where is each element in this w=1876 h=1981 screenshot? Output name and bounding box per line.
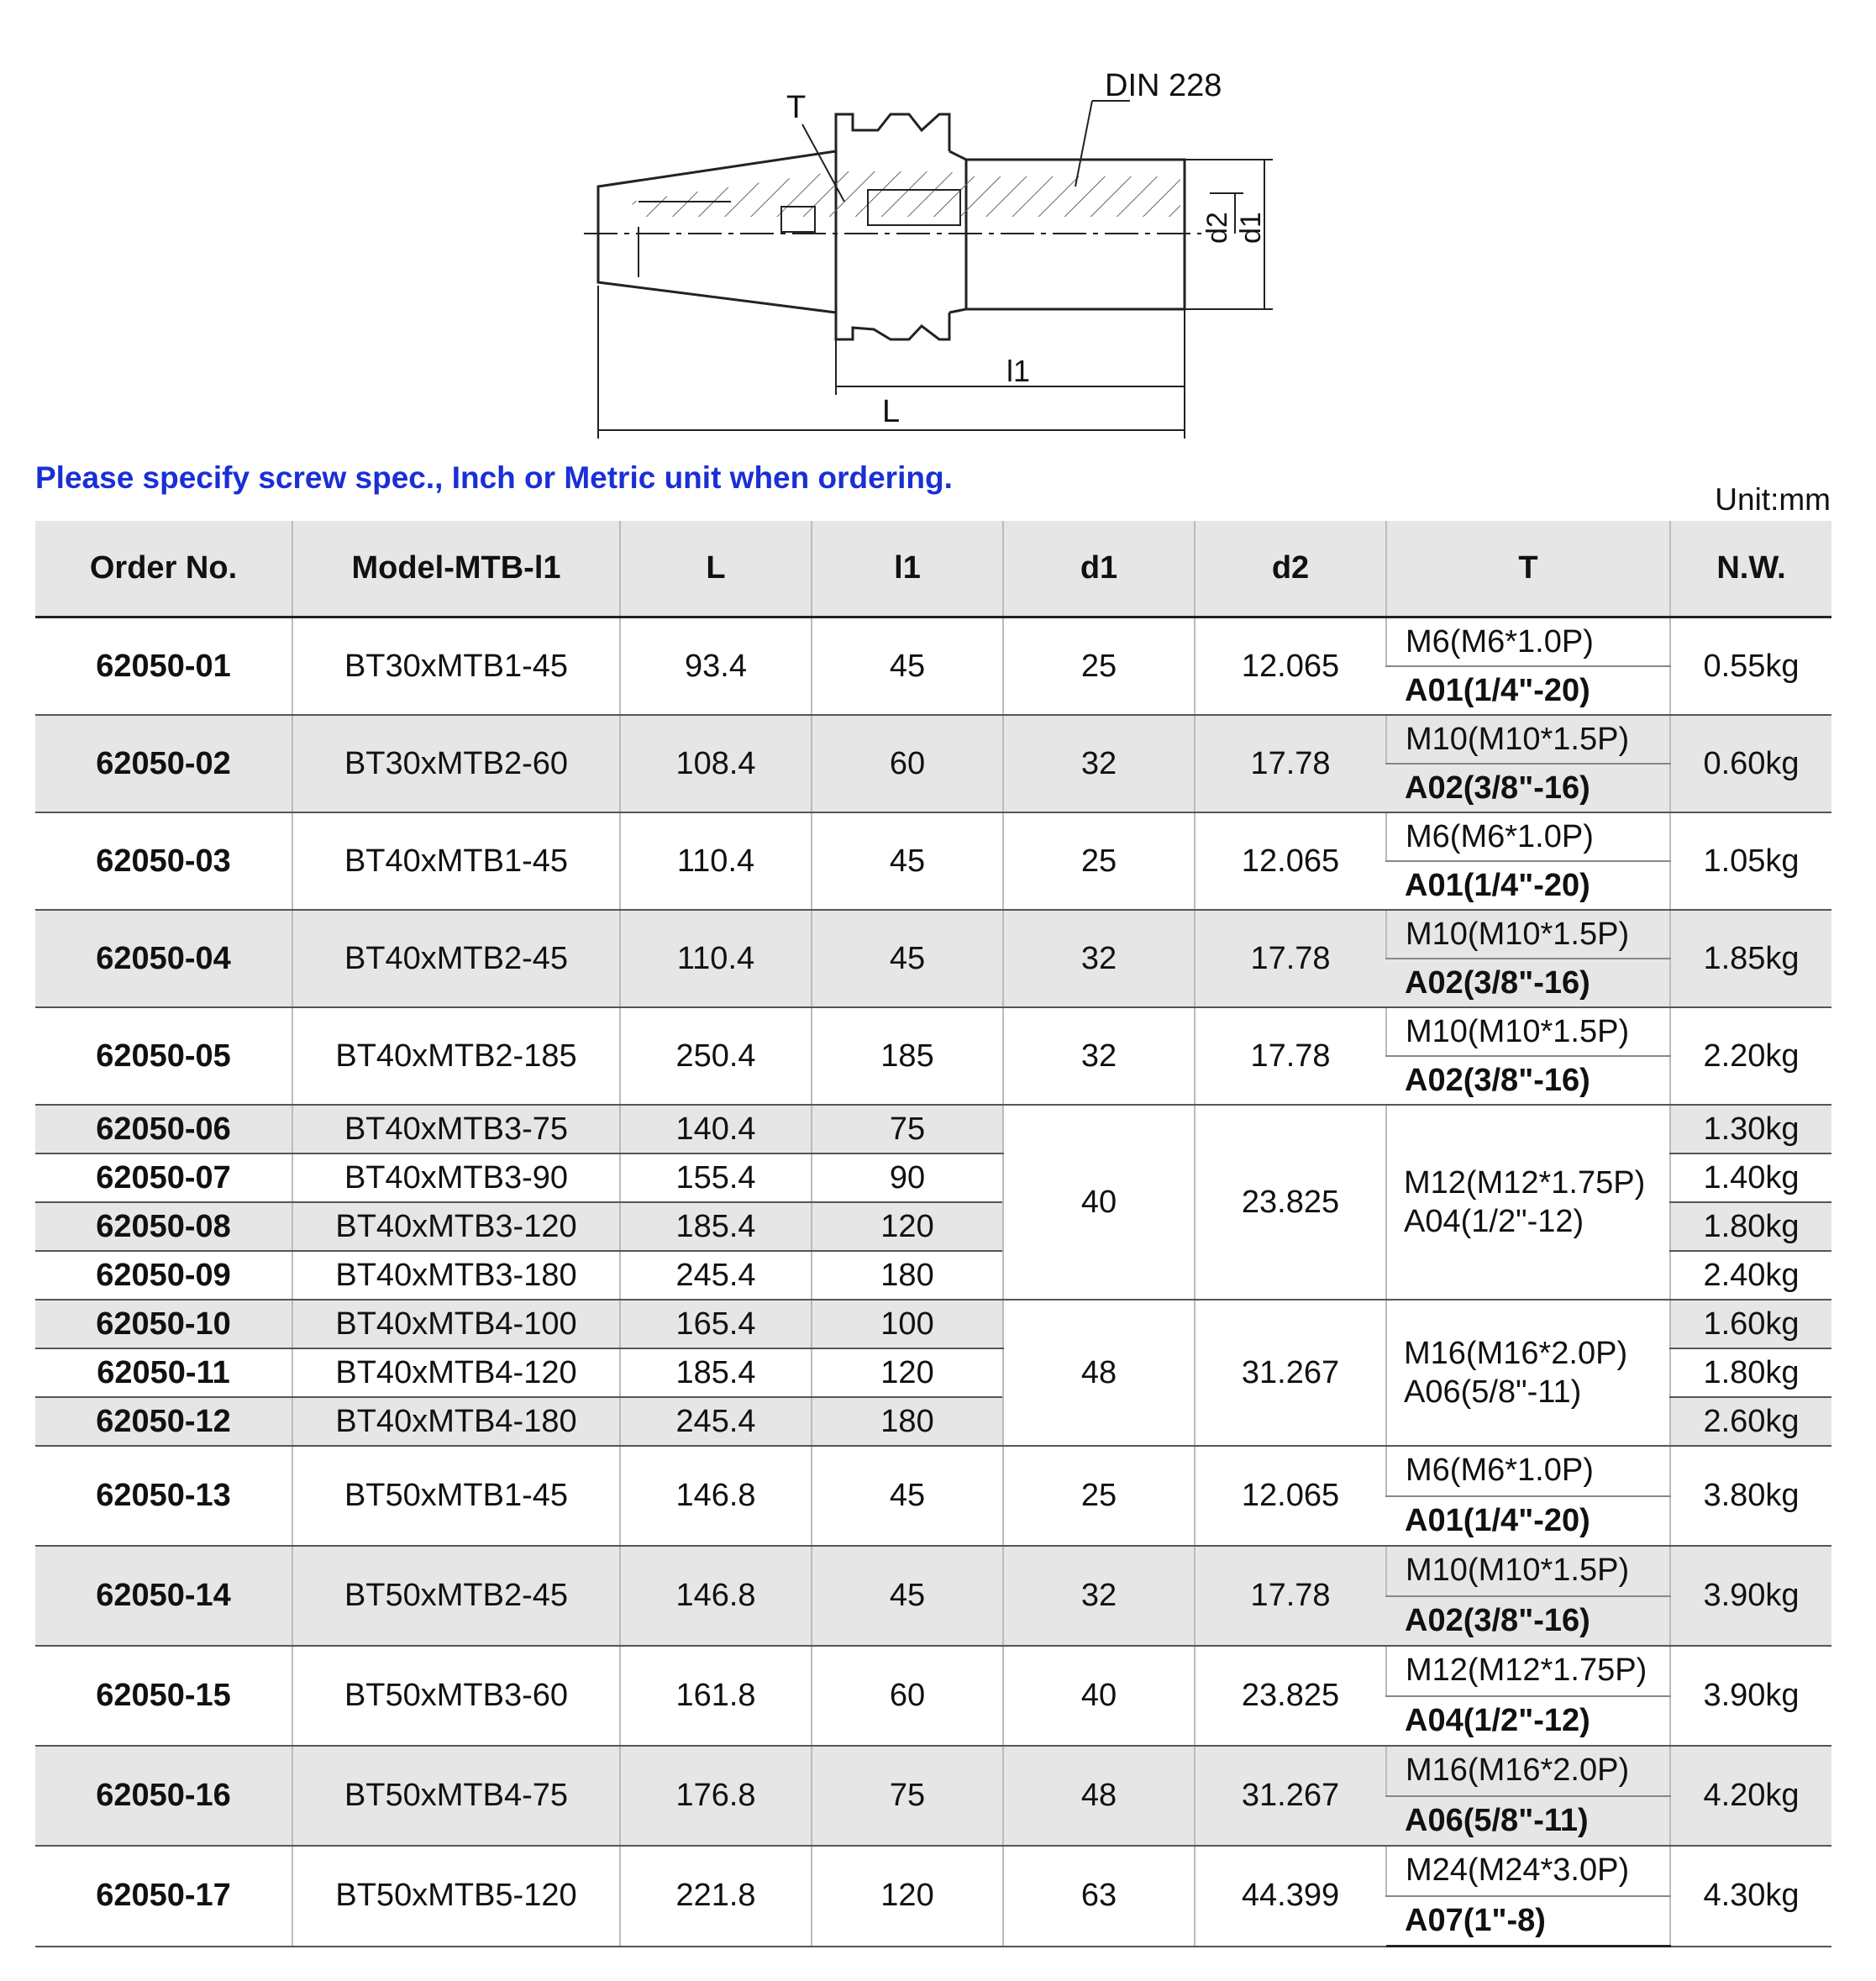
- model: BT40xMTB3-75: [292, 1105, 620, 1153]
- thread-inch: A07(1"-8): [1386, 1896, 1670, 1947]
- thread-inch: A01(1/4"-20): [1386, 666, 1670, 715]
- thread-metric: M10(M10*1.5P): [1386, 1546, 1670, 1596]
- diameter-d2: 12.065: [1195, 812, 1386, 910]
- thread-inch: A06(5/8"-11): [1386, 1796, 1670, 1847]
- length-l: 140.4: [620, 1105, 812, 1153]
- thread-metric: M24(M24*3.0P): [1386, 1846, 1670, 1896]
- thread-inch: A01(1/4"-20): [1386, 861, 1670, 910]
- length-l: 110.4: [620, 812, 812, 910]
- tool-holder-drawing: [0, 0, 1876, 454]
- net-weight: 2.40kg: [1670, 1251, 1831, 1300]
- net-weight: 3.90kg: [1670, 1646, 1831, 1746]
- net-weight: 1.30kg: [1670, 1105, 1831, 1153]
- model: BT30xMTB2-60: [292, 715, 620, 812]
- length-l1: 75: [812, 1746, 1003, 1846]
- model: BT40xMTB4-120: [292, 1348, 620, 1397]
- table-row: [35, 1446, 1831, 1496]
- length-l1: 75: [812, 1105, 1003, 1153]
- length-l: 185.4: [620, 1348, 812, 1397]
- thread-metric: M12(M12*1.75P): [1386, 1646, 1670, 1696]
- length-l1: 45: [812, 910, 1003, 1007]
- net-weight: 1.60kg: [1670, 1300, 1831, 1348]
- net-weight: 1.80kg: [1670, 1348, 1831, 1397]
- length-l: 245.4: [620, 1251, 812, 1300]
- thread-inch: A02(3/8"-16): [1386, 1056, 1670, 1105]
- thread-metric: M16(M16*2.0P): [1404, 1336, 1628, 1371]
- table-row: [35, 910, 1831, 959]
- header-d1: d1: [1003, 521, 1195, 617]
- table-row: [35, 1746, 1831, 1796]
- holder-outline: [598, 114, 1185, 339]
- diameter-d1: 48: [1003, 1300, 1195, 1446]
- thread-inch: A01(1/4"-20): [1386, 1496, 1670, 1547]
- thread-metric: M12(M12*1.75P): [1404, 1165, 1646, 1201]
- model: BT40xMTB4-180: [292, 1397, 620, 1446]
- length-l: 250.4: [620, 1007, 812, 1105]
- model: BT50xMTB4-75: [292, 1746, 620, 1846]
- diameter-d2: 23.825: [1195, 1646, 1386, 1746]
- label-l: L: [882, 394, 901, 429]
- model: BT40xMTB3-120: [292, 1202, 620, 1251]
- net-weight: 1.40kg: [1670, 1153, 1831, 1202]
- model: BT40xMTB3-180: [292, 1251, 620, 1300]
- length-l: 221.8: [620, 1846, 812, 1947]
- diameter-d2: 31.267: [1195, 1300, 1386, 1446]
- ordering-notice: Please specify screw spec., Inch or Metric unit when ordering.: [35, 460, 953, 495]
- diameter-d1: 25: [1003, 617, 1195, 716]
- label-d2: d2: [1201, 212, 1233, 244]
- order-no: 62050-08: [35, 1202, 292, 1251]
- diameter-d1: 32: [1003, 1007, 1195, 1105]
- diameter-d2: 17.78: [1195, 910, 1386, 1007]
- thread-metric: M10(M10*1.5P): [1386, 910, 1670, 959]
- thread-metric: M6(M6*1.0P): [1386, 617, 1670, 667]
- diameter-d1: 25: [1003, 1446, 1195, 1546]
- diameter-d1: 63: [1003, 1846, 1195, 1947]
- model: BT30xMTB1-45: [292, 617, 620, 716]
- table-row: [35, 1105, 1831, 1153]
- diameter-d1: 48: [1003, 1746, 1195, 1846]
- length-l1: 45: [812, 617, 1003, 716]
- net-weight: 2.20kg: [1670, 1007, 1831, 1105]
- thread-metric: M6(M6*1.0P): [1386, 812, 1670, 861]
- diameter-d2: 44.399: [1195, 1846, 1386, 1947]
- order-no: 62050-16: [35, 1746, 292, 1846]
- net-weight: 4.20kg: [1670, 1746, 1831, 1846]
- header-l1: l1: [812, 521, 1003, 617]
- thread-spec: [1386, 1105, 1670, 1300]
- table-row: [35, 617, 1831, 667]
- length-l1: 45: [812, 1546, 1003, 1646]
- diameter-d2: 17.78: [1195, 1007, 1386, 1105]
- thread-inch: A02(3/8"-16): [1386, 959, 1670, 1007]
- table-row: [35, 1300, 1831, 1348]
- spec-table: [35, 521, 1831, 1947]
- order-no: 62050-02: [35, 715, 292, 812]
- order-no: 62050-07: [35, 1153, 292, 1202]
- order-no: 62050-05: [35, 1007, 292, 1105]
- order-no: 62050-14: [35, 1546, 292, 1646]
- label-d1: d1: [1235, 212, 1267, 244]
- diameter-d1: 40: [1003, 1105, 1195, 1300]
- diameter-d1: 32: [1003, 715, 1195, 812]
- diameter-d2: 17.78: [1195, 1546, 1386, 1646]
- table-header-row: [35, 521, 1831, 617]
- thread-metric: M6(M6*1.0P): [1386, 1446, 1670, 1496]
- thread-inch: A06(5/8"-11): [1404, 1374, 1582, 1410]
- hatch-section: [630, 171, 1180, 217]
- table-row: [35, 1007, 1831, 1056]
- order-no: 62050-09: [35, 1251, 292, 1300]
- order-no: 62050-03: [35, 812, 292, 910]
- header-l: L: [620, 521, 812, 617]
- length-l: 165.4: [620, 1300, 812, 1348]
- length-l: 155.4: [620, 1153, 812, 1202]
- thread-inch: A02(3/8"-16): [1386, 1596, 1670, 1647]
- thread-inch: A04(1/2"-12): [1386, 1696, 1670, 1747]
- table-row: [35, 1846, 1831, 1896]
- length-l1: 45: [812, 1446, 1003, 1546]
- diameter-d1: 32: [1003, 1546, 1195, 1646]
- order-no: 62050-10: [35, 1300, 292, 1348]
- length-l: 110.4: [620, 910, 812, 1007]
- net-weight: 4.30kg: [1670, 1846, 1831, 1947]
- diameter-d2: 17.78: [1195, 715, 1386, 812]
- length-l1: 45: [812, 812, 1003, 910]
- order-no: 62050-17: [35, 1846, 292, 1947]
- net-weight: 1.85kg: [1670, 910, 1831, 1007]
- net-weight: 1.80kg: [1670, 1202, 1831, 1251]
- length-l1: 120: [812, 1202, 1003, 1251]
- thread-inch: A02(3/8"-16): [1386, 764, 1670, 812]
- order-no: 62050-15: [35, 1646, 292, 1746]
- model: BT50xMTB5-120: [292, 1846, 620, 1947]
- diameter-d2: 31.267: [1195, 1746, 1386, 1846]
- length-l: 146.8: [620, 1546, 812, 1646]
- net-weight: 2.60kg: [1670, 1397, 1831, 1446]
- model: BT50xMTB2-45: [292, 1546, 620, 1646]
- length-l: 185.4: [620, 1202, 812, 1251]
- diameter-d2: 12.065: [1195, 617, 1386, 716]
- diameter-d2: 23.825: [1195, 1105, 1386, 1300]
- thread-spec: [1386, 1300, 1670, 1446]
- header-nw: N.W.: [1670, 521, 1831, 617]
- model: BT40xMTB2-185: [292, 1007, 620, 1105]
- unit-label: Unit:mm: [1715, 482, 1831, 517]
- thread-metric: M16(M16*2.0P): [1386, 1746, 1670, 1796]
- net-weight: 3.80kg: [1670, 1446, 1831, 1546]
- model: BT40xMTB2-45: [292, 910, 620, 1007]
- length-l: 176.8: [620, 1746, 812, 1846]
- thread-metric: M10(M10*1.5P): [1386, 715, 1670, 764]
- diameter-d1: 25: [1003, 812, 1195, 910]
- net-weight: 3.90kg: [1670, 1546, 1831, 1646]
- length-l: 108.4: [620, 715, 812, 812]
- order-no: 62050-11: [35, 1348, 292, 1397]
- length-l1: 120: [812, 1348, 1003, 1397]
- diameter-d2: 12.065: [1195, 1446, 1386, 1546]
- length-l1: 185: [812, 1007, 1003, 1105]
- header-t: T: [1386, 521, 1670, 617]
- length-l1: 90: [812, 1153, 1003, 1202]
- net-weight: 0.60kg: [1670, 715, 1831, 812]
- table-row: [35, 715, 1831, 764]
- model: BT40xMTB4-100: [292, 1300, 620, 1348]
- label-l1: l1: [1006, 354, 1031, 388]
- table-row: [35, 812, 1831, 861]
- order-no: 62050-13: [35, 1446, 292, 1546]
- header-d2: d2: [1195, 521, 1386, 617]
- order-no: 62050-04: [35, 910, 292, 1007]
- net-weight: 1.05kg: [1670, 812, 1831, 910]
- order-no: 62050-06: [35, 1105, 292, 1153]
- length-l: 245.4: [620, 1397, 812, 1446]
- header-model: Model-MTB-l1: [292, 521, 620, 617]
- table-row: [35, 1646, 1831, 1696]
- length-l1: 60: [812, 715, 1003, 812]
- header-order-no: Order No.: [35, 521, 292, 617]
- net-weight: 0.55kg: [1670, 617, 1831, 716]
- length-l1: 120: [812, 1846, 1003, 1947]
- model: BT50xMTB3-60: [292, 1646, 620, 1746]
- table-row: [35, 1546, 1831, 1596]
- order-no: 62050-01: [35, 617, 292, 716]
- diameter-d1: 32: [1003, 910, 1195, 1007]
- length-l: 146.8: [620, 1446, 812, 1546]
- length-l1: 180: [812, 1397, 1003, 1446]
- thread-metric: M10(M10*1.5P): [1386, 1007, 1670, 1056]
- thread-inch: A04(1/2"-12): [1404, 1204, 1584, 1239]
- label-t: T: [786, 90, 807, 125]
- length-l1: 180: [812, 1251, 1003, 1300]
- label-din: DIN 228: [1105, 68, 1222, 103]
- order-no: 62050-12: [35, 1397, 292, 1446]
- length-l1: 100: [812, 1300, 1003, 1348]
- model: BT40xMTB1-45: [292, 812, 620, 910]
- diameter-d1: 40: [1003, 1646, 1195, 1746]
- model: BT50xMTB1-45: [292, 1446, 620, 1546]
- length-l: 161.8: [620, 1646, 812, 1746]
- length-l: 93.4: [620, 617, 812, 716]
- model: BT40xMTB3-90: [292, 1153, 620, 1202]
- length-l1: 60: [812, 1646, 1003, 1746]
